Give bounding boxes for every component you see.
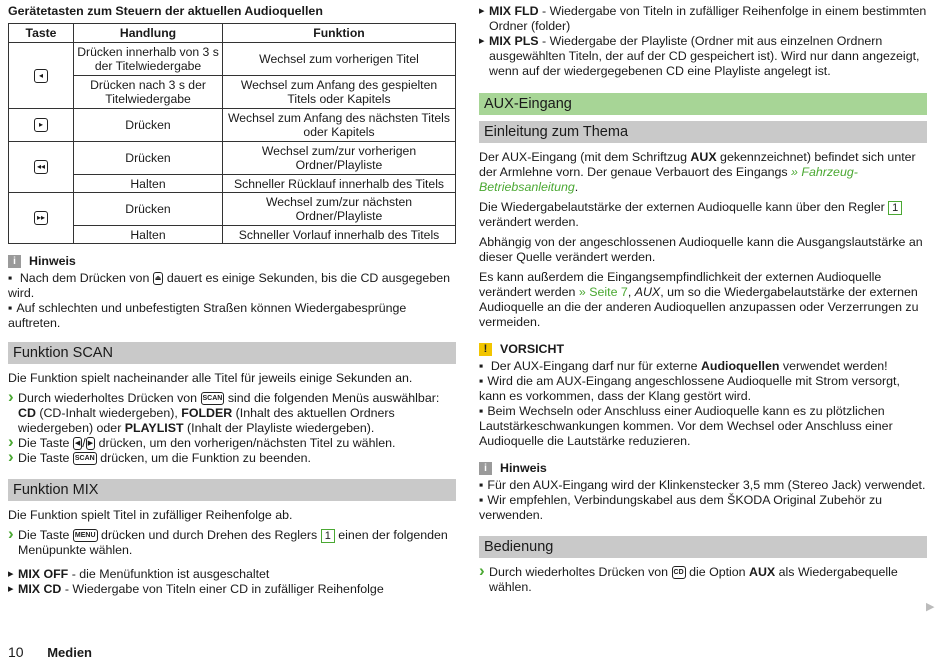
section-heading-intro: Einleitung zum Thema <box>479 121 927 143</box>
right-column <box>479 4 927 595</box>
warning-icon: ! <box>479 343 492 356</box>
para-text: Der AUX-Eingang (mit dem Schriftzug <box>479 150 687 164</box>
table-cell-action: Halten <box>74 226 223 244</box>
step-text: sind die folgenden Menüs auswählbar: <box>227 391 440 405</box>
caution-bullet: ▪ Wird die am AUX-Eingang angeschlossene Audioquelle mit Strom versorgt, kann es vorkommen, dass der Klang gestört wird. <box>479 374 927 404</box>
table-header-key: Taste <box>9 24 74 43</box>
menu-term: PLAYLIST <box>124 421 184 435</box>
step-text: (Inhalt des aktuellen Ordners wiedergeben) oder <box>18 406 395 435</box>
caution-title: VORSICHT <box>500 342 565 356</box>
caution-text: verwendet werden! <box>782 359 888 373</box>
caution-bullet <box>479 359 927 374</box>
chapter-heading-aux: AUX-Eingang <box>479 93 927 115</box>
table-header-action: Handlung <box>74 24 223 43</box>
table-header-row <box>9 24 456 43</box>
page-link[interactable]: » Seite 7 <box>578 285 628 299</box>
table-cell-function: Schneller Rücklauf innerhalb des Titels <box>223 175 456 193</box>
mix-option <box>8 567 456 582</box>
hint-bullet: ▪ Für den AUX-Eingang wird der Klinkenstecker 3,5 mm (Stereo Jack) verwendet. <box>479 478 927 493</box>
next-track-key-icon: ▸ <box>34 118 48 132</box>
table-row <box>9 109 456 142</box>
option-term: MIX OFF <box>18 567 69 581</box>
option-text: - Wiedergabe von Titeln in zufälliger Reihenfolge in einem bestimmten Ordner (folder) <box>489 4 927 33</box>
table-cell-action: Drücken innerhalb von 3 s der Titelwiedergabe <box>74 43 223 76</box>
menu-key-icon: MENU <box>73 529 98 542</box>
option-text: - die Menüfunktion ist ausgeschaltet <box>71 567 270 581</box>
fast-forward-key-icon: ▸▸ <box>34 211 48 225</box>
hint-heading <box>479 461 927 476</box>
operation-step <box>479 565 927 595</box>
control-keys-table <box>8 23 456 244</box>
step-text: einen der folgenden Menüpunkte wählen. <box>18 528 448 557</box>
step-text: Die Taste <box>18 528 70 542</box>
table-cell-function: Schneller Vorlauf innerhalb des Titels <box>223 226 456 244</box>
prev-next-key-icon: ◀ <box>73 437 82 450</box>
table-cell-key <box>9 142 74 193</box>
step-text: drücken, um den vorherigen/nächsten Titel zu wählen. <box>98 436 396 450</box>
hint-bullet <box>8 271 456 301</box>
table-cell-action: Drücken <box>74 193 223 226</box>
table-row <box>9 226 456 244</box>
menu-term: CD <box>18 406 36 420</box>
section-heading-operation: Bedienung <box>479 536 927 558</box>
hint-bullet: ▪ Wir empfehlen, Verbindungskabel aus dem ŠKODA Original Zubehör zu verwenden. <box>479 493 927 523</box>
table-cell-function: Wechsel zum Anfang des gespielten Titels oder Kapitels <box>223 76 456 109</box>
table-cell-function: Wechsel zum/zur vorherigen Ordner/Playliste <box>223 142 456 175</box>
next-page-arrow-icon: ▶ <box>926 601 935 613</box>
table-cell-action: Drücken nach 3 s der Titelwiedergabe <box>74 76 223 109</box>
table-cell-action: Drücken <box>74 142 223 175</box>
table-cell-key <box>9 43 74 109</box>
step-text: drücken, um die Funktion zu beenden. <box>100 451 311 465</box>
page-number: 10 <box>8 644 24 660</box>
step-text: Die Taste <box>18 436 70 450</box>
caution-heading <box>479 342 927 357</box>
step-text: (CD-Inhalt wiedergeben), <box>39 406 178 420</box>
aux-paragraph: Abhängig von der angeschlossenen Audioquelle kann die Ausgangslautstärke an dieser Quelle verändert werden. <box>479 235 923 264</box>
hint-title: Hinweis <box>500 461 547 475</box>
step-text: als Wiedergabequelle wählen. <box>489 565 898 594</box>
knob-number-badge: 1 <box>321 529 335 543</box>
scan-step <box>8 451 456 466</box>
mix-option <box>479 34 927 79</box>
next-key-icon: ▶ <box>86 437 95 450</box>
hint-heading <box>8 254 456 269</box>
section-heading-mix: Funktion MIX <box>8 479 456 501</box>
caution-term: Audioquellen <box>700 359 780 373</box>
table-cell-function: Wechsel zum Anfang des nächsten Titels oder Kapitels <box>223 109 456 142</box>
table-cell-action: Halten <box>74 175 223 193</box>
table-cell-action: Drücken <box>74 109 223 142</box>
table-row <box>9 76 456 109</box>
para-text: Die Wiedergabelautstärke der externen Audioquelle kann über den Regler <box>479 200 885 214</box>
eject-key-icon: ⏏ <box>153 272 164 285</box>
option-term: MIX FLD <box>489 4 539 18</box>
mix-option <box>479 4 927 34</box>
para-text: , um so die Wiedergabelautstärke der externen Audioquelle an die der anderen Audioquellen anzupassen oder Verzerrungen zu vermeiden. <box>479 285 919 329</box>
info-icon: i <box>8 255 21 268</box>
table-cell-key <box>9 109 74 142</box>
left-column <box>8 4 456 597</box>
caution-text: Der AUX-Eingang darf nur für externe <box>490 359 698 373</box>
manual-link[interactable]: » Fahrzeug-Betriebsanleitung <box>479 165 858 194</box>
table-cell-key <box>9 193 74 244</box>
step-text: drücken und durch Drehen des Reglers <box>100 528 318 542</box>
step-text: die Option <box>689 565 746 579</box>
option-term: AUX <box>749 565 776 579</box>
hint-title: Hinweis <box>29 254 76 268</box>
table-row <box>9 142 456 175</box>
table-cell-function: Wechsel zum/zur nächsten Ordner/Playliste <box>223 193 456 226</box>
hint-bullet: ▪ Auf schlechten und unbefestigten Straßen können Wiedergabesprünge auftreten. <box>8 301 456 331</box>
step-text: Durch wiederholtes Drücken von <box>18 391 198 405</box>
table-title: Gerätetasten zum Steuern der aktuellen Audioquellen <box>8 4 323 18</box>
mix-intro: Die Funktion spielt Titel in zufälliger Reihenfolge ab. <box>8 508 293 522</box>
para-text: verändert werden. <box>479 215 579 229</box>
scan-intro: Die Funktion spielt nacheinander alle Titel für jeweils einige Sekunden an. <box>8 371 413 385</box>
option-text: - Wiedergabe von Titeln einer CD in zufälliger Reihenfolge <box>64 582 384 596</box>
table-row <box>9 43 456 76</box>
option-term: MIX CD <box>18 582 62 596</box>
aux-label: AUX <box>634 285 661 299</box>
aux-label: AUX <box>690 150 717 164</box>
page-footer <box>8 645 92 660</box>
option-text: - Wiedergabe der Playliste (Ordner mit aus einzelnen Ordnern ausgewählten Titeln, der auf der CD gespeichert ist). Wird nur dann angezeigt, wenn auf der wiedergegebenen CD eine Playliste angelegt ist. <box>489 34 920 78</box>
cd-key-icon: CD <box>672 566 686 579</box>
mix-option <box>8 582 456 597</box>
table-header-function: Funktion <box>223 24 456 43</box>
hint-text: dauert es einige Sekunden, bis die CD ausgegeben wird. <box>8 271 450 300</box>
step-text: Durch wiederholtes Drücken von <box>489 565 669 579</box>
rewind-key-icon: ◂◂ <box>34 160 48 174</box>
table-row <box>9 175 456 193</box>
aux-paragraph <box>479 150 927 195</box>
step-text: Die Taste <box>18 451 70 465</box>
mix-step <box>8 528 456 558</box>
caution-bullet: ▪ Beim Wechseln oder Anschluss einer Audioquelle kann es zu plötzlichen Lautstärkeschwankungen kommen. Vor dem Wechsel oder Anschluss einer Audioquelle die Lautstärke reduzieren. <box>479 404 927 449</box>
info-icon: i <box>479 462 492 475</box>
scan-step: › Die Taste ◀ / ▶ drücken, um den vorherigen/nächsten Titel zu wählen. <box>8 436 456 451</box>
para-text: . <box>574 180 579 194</box>
footer-section: Medien <box>47 645 92 660</box>
aux-paragraph <box>479 200 927 230</box>
scan-key-icon: SCAN <box>73 452 97 465</box>
para-text: Es kann außerdem die Eingangsempfindlichkeit der externen Audioquelle verändert werden <box>479 270 882 299</box>
option-term: MIX PLS <box>489 34 539 48</box>
table-row <box>9 193 456 226</box>
section-heading-scan: Funktion SCAN <box>8 342 456 364</box>
prev-track-key-icon: ◂ <box>34 69 48 83</box>
para-text: gekennzeichnet) befindet sich unter der Armlehne vorn. Der genaue Verbauort des Eingangs <box>479 150 916 179</box>
scan-step <box>8 391 456 436</box>
scan-key-icon: SCAN <box>201 392 225 405</box>
knob-number-badge: 1 <box>888 201 902 215</box>
hint-text: Nach dem Drücken von <box>19 271 150 285</box>
step-text: (Inhalt der Playliste wiedergeben). <box>187 421 375 435</box>
table-cell-function: Wechsel zum vorherigen Titel <box>223 43 456 76</box>
menu-term: FOLDER <box>181 406 233 420</box>
aux-paragraph: Es kann außerdem die Eingangsempfindlichkeit der externen Audioquelle verändert werden » Seite 7, AUX, um so die Wiedergabelautstärke der externen Audioquelle an die der anderen Audioquellen anzupassen oder Verzerrungen zu vermeiden. <box>479 270 919 329</box>
